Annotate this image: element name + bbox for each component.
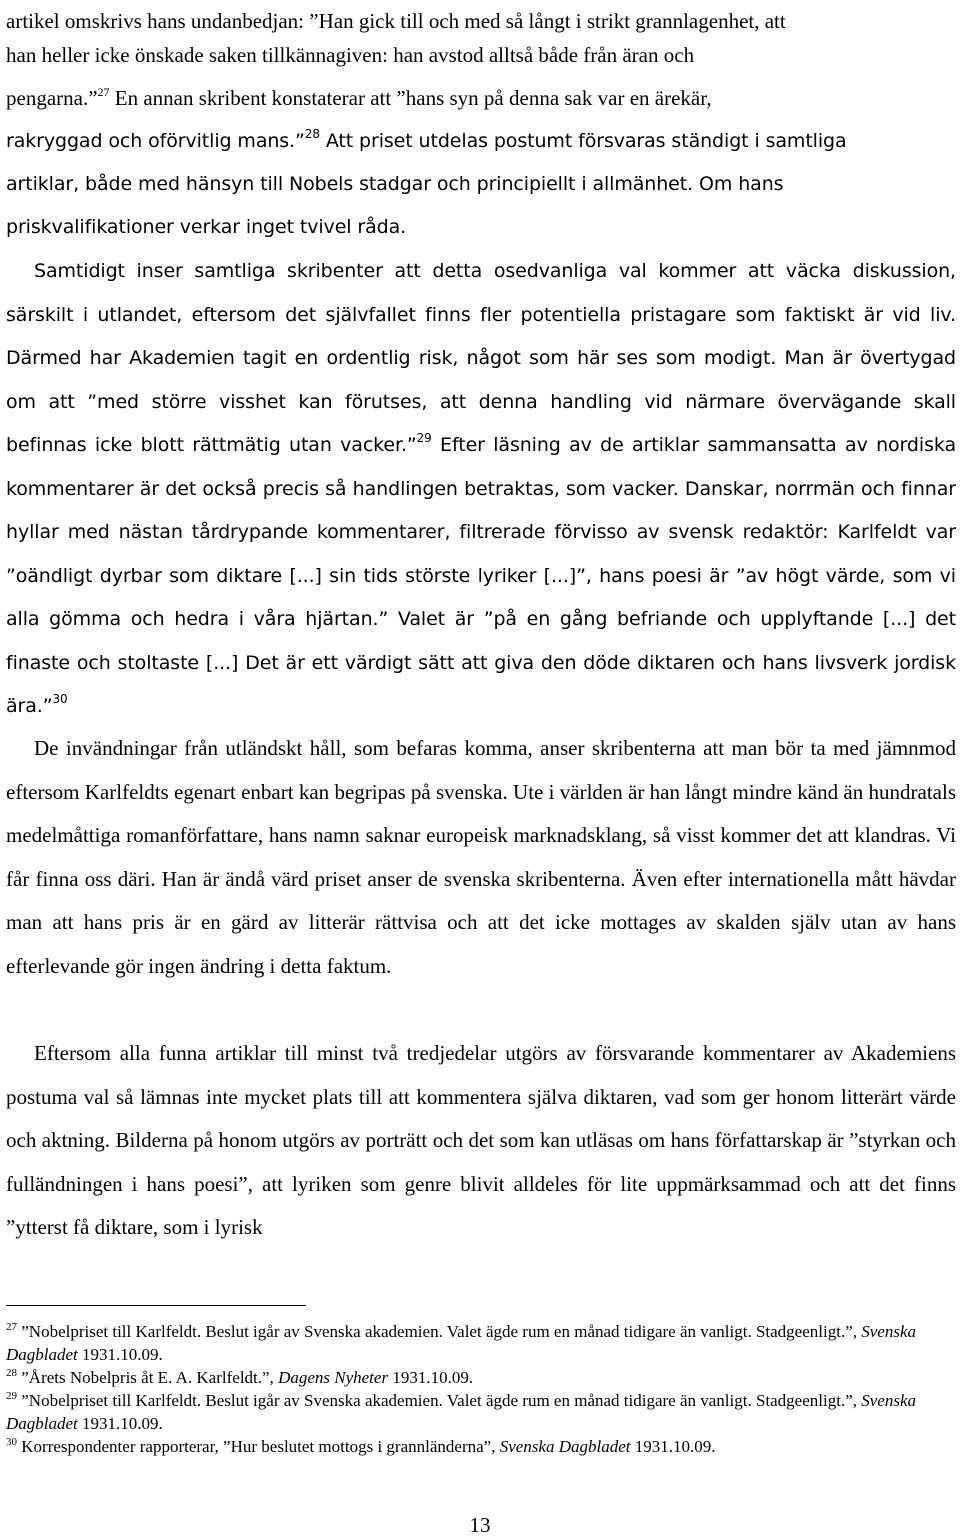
- text: priskvalifikationer verkar inget tvivel råda.: [6, 216, 407, 238]
- footnote-text: ”Nobelpriset till Karlfeldt. Beslut igår av Svenska akademien. Valet ägde rum en månad tidigare än vanligt. Stadgeenligt.”,: [17, 1322, 862, 1341]
- footnotes: [6, 1320, 956, 1458]
- text: Att priset utdelas postumt försvaras ständigt i samtliga: [319, 130, 847, 152]
- footnote-27: [6, 1320, 956, 1366]
- paragraph-4: [6, 1032, 956, 1250]
- paragraph-3: [6, 727, 956, 988]
- footnote-number: 29: [6, 1390, 17, 1402]
- text: han heller icke önskade saken tillkännagiven: han avstod alltså både från äran och: [6, 43, 695, 67]
- footnote-source: Svenska Dagbladet: [499, 1437, 631, 1456]
- footnote-date: 1931.10.09.: [630, 1437, 716, 1456]
- text: rakryggad och oförvitlig mans.”: [6, 130, 305, 152]
- footnote-30: [6, 1435, 956, 1458]
- text: Om hans: [693, 173, 784, 195]
- text: Efter läsning av de artiklar sammansatta av nordiska kommentarer är det också precis så handlingen betraktas, som vacker. Danskar, norrmän och finnar hyllar med nästan tårdrypande kommentarer, filtrerade förvisso av svensk redaktör: Karlfeldt var ”oändligt dyrbar som diktare [...] sin tids störste lyriker [...]”, hans poesi är ”av högt värde, som vi alla gömma och hedra i våra hjärtan.” Valet är ”på en gång befriande och upplyftande [...] det finaste och stoltaste [...] Det är ett värdigt sätt att giva den döde diktaren och hans livsverk jordisk ära.”: [6, 434, 956, 717]
- footnote-date: 1931.10.09.: [388, 1368, 474, 1387]
- text: En annan skribent konstaterar att ”hans syn på denna sak var en ärekär,: [109, 86, 712, 110]
- footnote-text: ”Årets Nobelpris åt E. A. Karlfeldt.”,: [17, 1368, 279, 1387]
- footnote-ref-29[interactable]: 29: [416, 431, 432, 445]
- footnote-source: Svenska Dagbladet: [6, 1322, 917, 1364]
- footnote-source: Svenska Dagbladet: [6, 1391, 917, 1433]
- text: Samtidigt inser samtliga skribenter att detta osedvanliga val kommer att väcka diskussion, särskilt i utlandet, eftersom det självfallet finns fler potentiella pristagare som faktiskt är vid liv. Därmed har Akademien tagit en ordentlig risk, något som här ses som modigt. Man är övertygad om att ”med större visshet kan förutses, att denna handling vid närmare övervägande skall befinnas icke blott rättmätig utan vacker.”: [6, 260, 956, 456]
- footnote-separator: [6, 1305, 306, 1306]
- footnote-date: 1931.10.09.: [77, 1414, 163, 1433]
- footnote-28: [6, 1366, 956, 1389]
- paragraph-2: [6, 250, 956, 729]
- footnote-text: Korrespondenter rapporterar, ”Hur beslutet mottogs i grannländerna”,: [17, 1437, 500, 1456]
- page-number: 13: [469, 1513, 491, 1537]
- text: Eftersom alla funna artiklar till minst två tredjedelar utgörs av försvarande kommentarer av Akademiens postuma val så lämnas inte mycket plats till att kommentera själva diktaren, vad som ger honom litterärt värde och aktning. Bilderna på honom utgörs av porträtt och det som kan utläsas om hans författarskap är ”styrkan och fulländningen i hans poesi”, att lyriken som genre blivit alldeles för lite uppmärksammad och att det finns ”ytterst få diktare, som i lyrisk: [6, 1041, 956, 1239]
- footnote-number: 27: [6, 1321, 17, 1333]
- text: pengarna.”: [6, 86, 98, 110]
- footnote-number: 28: [6, 1367, 17, 1379]
- text: artiklar, både med hänsyn till Nobels stadgar och principiellt i allmänhet.: [6, 173, 694, 195]
- footnote-29: [6, 1389, 956, 1435]
- text: artikel omskrivs hans undanbedjan: ”Han gick till och med så långt i strikt grannlagenhet, att: [6, 9, 786, 33]
- p1-line-2: [6, 34, 956, 78]
- footnote-source: Dagens Nyheter: [278, 1368, 389, 1387]
- footnote-ref-30[interactable]: 30: [52, 692, 68, 706]
- p1-line-3: [6, 77, 956, 121]
- footnote-text: ”Nobelpriset till Karlfeldt. Beslut igår av Svenska akademien. Valet ägde rum en månad tidigare än vanligt. Stadgeenligt.”,: [17, 1391, 862, 1410]
- p1-line-5: [6, 163, 956, 207]
- text: De invändningar från utländskt håll, som befaras komma, anser skribenterna att man bör ta med jämnmod eftersom Karlfeldts egenart enbart kan begripas på svenska. Ute i världen är han långt mindre känd än hundratals medelmåttiga romanförfattare, hans namn saknar europeisk marknadsklang, så visst kommer det att klandras. Vi får finna oss däri. Han är ändå värd priset anser de svenska skribenterna. Även efter internationella mått hävdar man att hans pris är en gärd av litterär rättvisa och att det icke mottages av skalden själv utan av hans efterlevande gör ingen ändring i detta faktum.: [6, 736, 956, 978]
- footnote-number: 30: [6, 1436, 17, 1448]
- footnote-ref-27[interactable]: 27: [97, 85, 110, 99]
- footnote-date: 1931.10.09.: [77, 1345, 163, 1364]
- p1-line-4: [6, 120, 956, 164]
- p1-line-6: [6, 206, 956, 250]
- footnote-ref-28[interactable]: 28: [304, 127, 320, 141]
